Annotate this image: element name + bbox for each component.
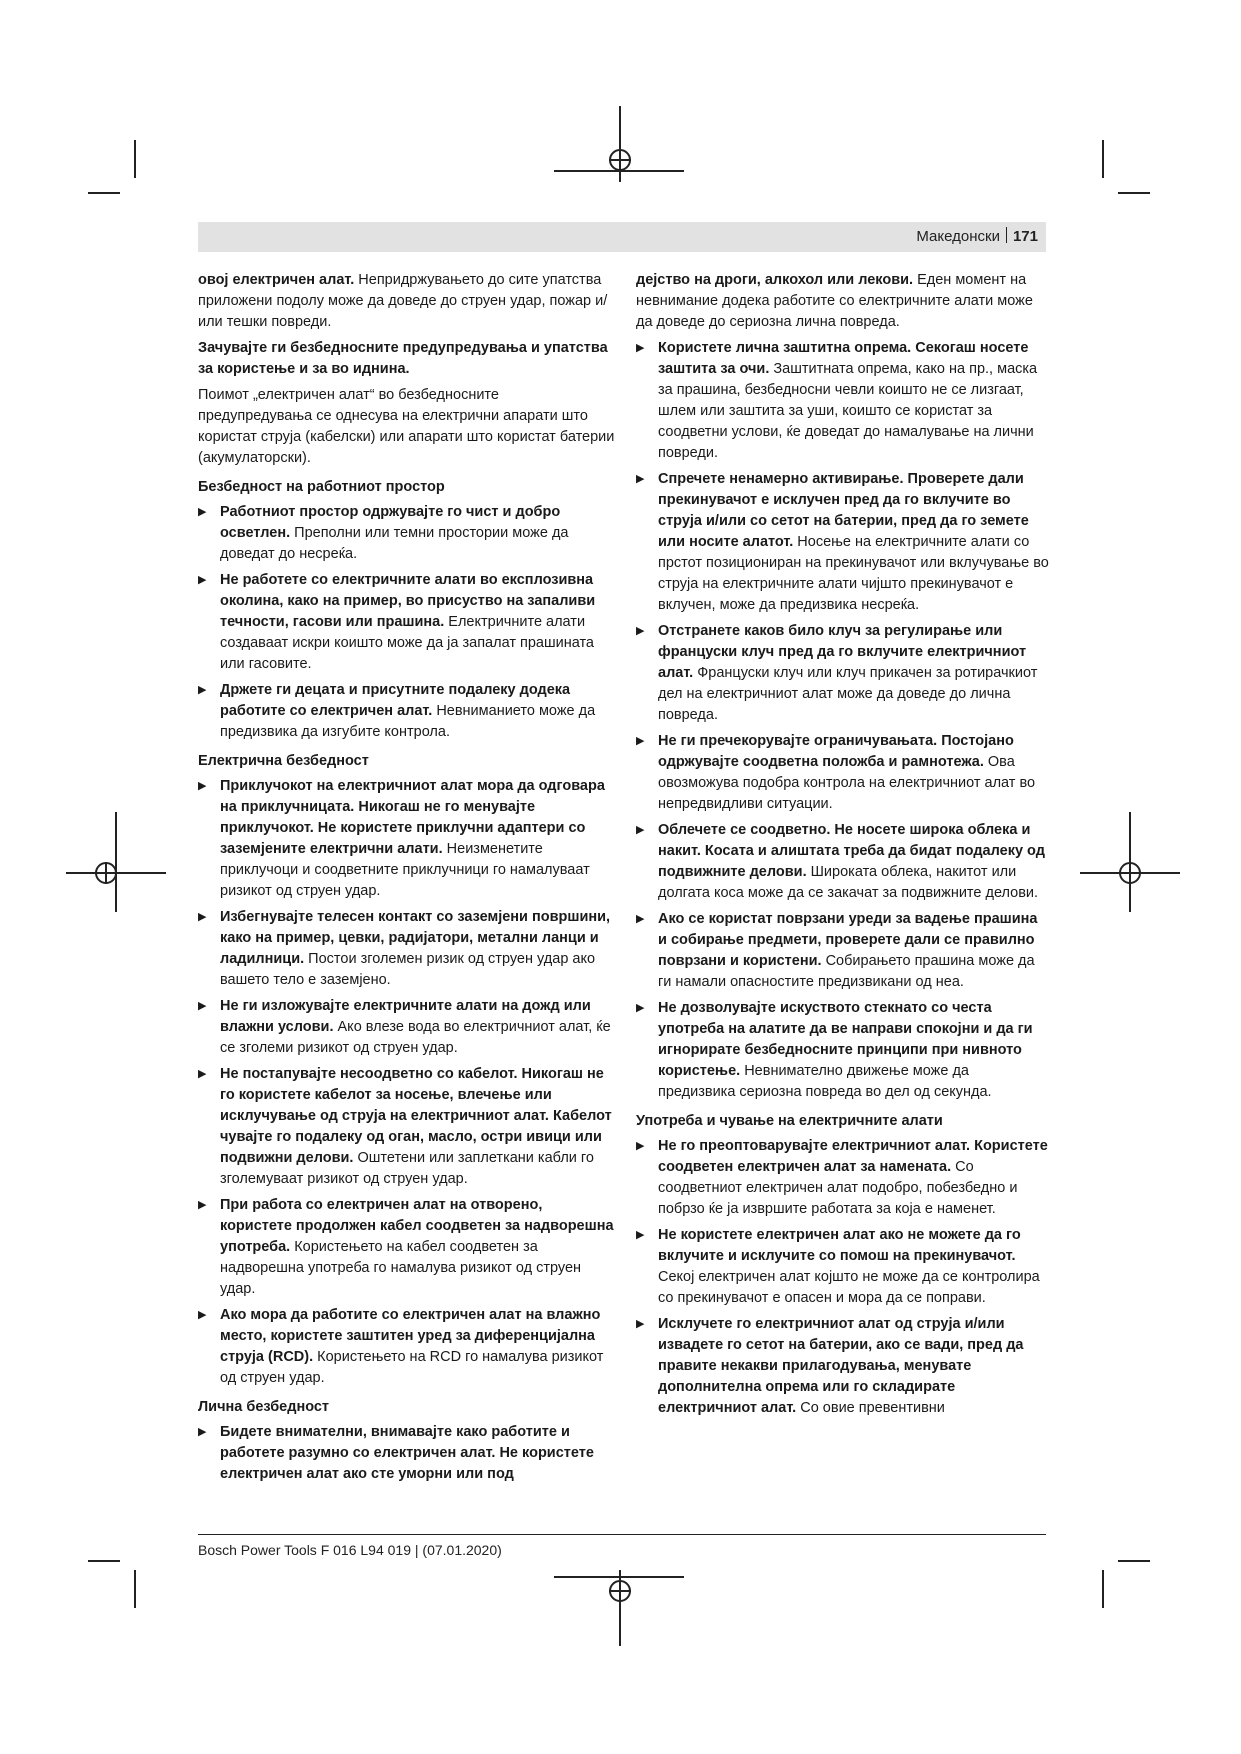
- list-item: [198, 680, 616, 743]
- list-item: [636, 731, 1050, 815]
- list-item: [636, 820, 1050, 904]
- bold-text: Спречете ненамерно активирање. Проверете дали прекинувачот е исклучен пред да го вклучите во струја и/или со сетот на батерии, пред да го земете или носите алатот.: [658, 471, 1029, 550]
- body-text: Ако влезе вода во електричниот алат, ќе се зголеми ризикот од струен удар.: [220, 1019, 611, 1056]
- right-column: [636, 270, 1050, 1424]
- body-text: Со овие превентивни: [800, 1400, 945, 1416]
- paragraph: [198, 338, 616, 380]
- bold-text: Не користете електричен алат ако не можете да го вклучите и исклучите со помош на прекинувачот.: [658, 1227, 1021, 1264]
- page-header: [198, 222, 1046, 252]
- body-text: Оштетени или заплеткани кабли го зголемуваат ризикот од струен удар.: [220, 1150, 594, 1187]
- bold-text: Држете ги децата и присутните подалеку додека работите со електричен алат.: [220, 682, 571, 719]
- paragraph: [198, 270, 616, 333]
- crop-mark: [88, 1560, 120, 1562]
- crop-mark: [88, 192, 120, 194]
- list-item: [198, 570, 616, 675]
- list-item: [636, 469, 1050, 616]
- list-item: [198, 1064, 616, 1190]
- list-item: [198, 1195, 616, 1300]
- header-divider: [1006, 227, 1007, 243]
- section-heading: Лична безбедност: [198, 1399, 330, 1415]
- crop-mark: [1102, 1570, 1104, 1608]
- bold-text: Не дозволувајте искуството стекнато со честа употреба на алатите да ве направи спокојни и да ги игнорирате безбедносните принципи при нивното користење.: [658, 1000, 1033, 1079]
- body-text: Собирањето прашина може да ги намали опасностите предизвикани од неа.: [658, 953, 1035, 990]
- page-number: 171: [1012, 228, 1038, 245]
- body-text: Невнимателно движење може да предизвика сериозна повреда во дел од секунда.: [658, 1063, 992, 1100]
- body-text: Ова овозможува подобра контрола на електричниот алат во непредвидливи ситуации.: [658, 754, 1036, 812]
- body-text: Користењето на RCD го намалува ризикот од струен удар.: [220, 1349, 604, 1386]
- crop-mark: [134, 1570, 136, 1608]
- bold-text: Користете лична заштитна опрема. Секогаш носете заштита за очи.: [658, 340, 1029, 377]
- section-heading: Електрична безбедност: [198, 753, 369, 769]
- bold-text: дејство на дроги, алкохол или лекови.: [636, 272, 914, 288]
- registration-target-icon: [609, 149, 631, 171]
- bold-text: Ако се користат поврзани уреди за вадење прашина и собирање предмети, проверете дали се правилно поврзани и користени.: [658, 911, 1038, 969]
- crop-mark: [134, 140, 136, 178]
- list-item: [636, 1225, 1050, 1309]
- list-item: [636, 338, 1050, 464]
- body-text: Непридржувањето до сите упатства приложени подолу може да доведе до струен удар, пожар и/или тешки повреди.: [198, 272, 608, 330]
- bold-text: Не го преоптоварувајте електричниот алат. Користете соодветен електричен алат за намената.: [658, 1138, 1048, 1175]
- bold-text: Облечете се соодветно. Не носете широка облека и накит. Косата и алиштата треба да бидат подалеку од подвижните делови.: [658, 822, 1045, 880]
- list-item: [198, 907, 616, 991]
- paragraph: [198, 385, 616, 469]
- footer-divider: [198, 1534, 1046, 1535]
- list-item: [198, 776, 616, 902]
- bold-text: Бидете внимателни, внимавајте како работите и работете разумно со електричен алат. Не користете електричен алат ако сте уморни или под: [220, 1424, 594, 1482]
- list-item: [198, 1305, 616, 1389]
- body-text: Заштитната опрема, како на пр., маска за прашина, безбедносни чевли коишто не се лизгаат, шлем или заштита за уши, коишто се користат за соодветни услови, ќе доведат до намалување на лични повреди.: [658, 361, 1038, 461]
- body-text: Преполни или темни простории може да доведат до несреќа.: [220, 525, 569, 562]
- page-footer: Bosch Power Tools F 016 L94 019 | (07.01.2020): [198, 1542, 502, 1558]
- bold-text: При работа со електричен алат на отворено, користете продолжен кабел соодветен за надворешна употреба.: [220, 1197, 614, 1255]
- body-text: Користењето на кабел соодветен за надворешна употреба го намалува ризикот од струен удар.: [220, 1239, 582, 1297]
- list-item: [198, 996, 616, 1059]
- registration-line: [554, 1576, 684, 1578]
- header-label: [916, 226, 1038, 248]
- crop-mark: [1102, 140, 1104, 178]
- section-heading: Употреба и чување на електричните алати: [636, 1113, 943, 1129]
- list-item: [636, 1314, 1050, 1419]
- bold-text: Не постапувајте несоодветно со кабелот. Никогаш не го користете кабелот за носење, влечење или исклучување од струја на електричниот алат. Кабелот чувајте го подалеку од оган, масло, остри ивици или подвижни делови.: [220, 1066, 612, 1166]
- bold-text: Отстранете каков било клуч за регулирање или француски клуч пред да го вклучите електричниот алат.: [658, 623, 1027, 681]
- left-column: [198, 270, 616, 1490]
- body-text: Поимот „електричен алат“ во безбедносните предупредувања се однесува на електрични апарати што користат струја (кабелски) или апарати што користат батерии (акумулаторски).: [198, 387, 615, 466]
- body-text: Невниманието може да предизвика да изгубите контрола.: [220, 703, 596, 740]
- body-text: Носење на електричните алати со прстот позициониран на прекинувачот или вклучување во струја на електричните алати чијшто прекинувачот е вклучен, може да предизвика несреќа.: [658, 534, 1049, 613]
- bold-text: Ако мора да работите со електричен алат на влажно место, користете заштитен уред за диференцијална струја (RCD).: [220, 1307, 601, 1365]
- list-item: [198, 1422, 616, 1485]
- section-heading: Безбедност на работниот простор: [198, 479, 445, 495]
- bold-text: Работниот простор одржувајте го чист и добро осветлен.: [220, 504, 561, 541]
- body-text: Еден момент на невнимание додека работите со електричните алати може да доведе до сериозна лична повреда.: [636, 272, 1033, 330]
- bold-text: Не работете со електричните алати во експлозивна околина, како на пример, во присуство на запаливи течности, гасови или прашина.: [220, 572, 596, 630]
- bold-text: Исклучете го електричниот алат од струја и/или извадете го сетот на батерии, ако се вади, пред да правите некакви прилагодувања, менувате дополнителна опрема или го складирате електричниот алат.: [658, 1316, 1024, 1416]
- bold-text: Не ги пречекорувајте ограничувањата. Постојано одржувајте соодветна положба и рамнотежа.: [658, 733, 1014, 770]
- registration-target-icon: [609, 1580, 631, 1602]
- list-item: [636, 621, 1050, 726]
- paragraph: [636, 270, 1050, 333]
- body-text: Електричните алати создаваат искри коишто може да ја запалат прашината или гасовите.: [220, 614, 594, 672]
- crop-mark: [1118, 1560, 1150, 1562]
- body-text: Постои зголемен ризик од струен удар ако вашето тело е заземјено.: [220, 951, 596, 988]
- bold-text: Избегнувајте телесен контакт со заземјени површини, како на пример, цевки, радијатори, метални ланци и ладилници.: [220, 909, 611, 967]
- registration-target-icon: [95, 862, 117, 884]
- bold-text: овој електричен алат.: [198, 272, 355, 288]
- list-item: [636, 998, 1050, 1103]
- body-text: Секој електричен алат којшто не може да се контролира со прекинувачот е опасен и мора да се поправи.: [658, 1269, 1040, 1306]
- crop-mark: [1118, 192, 1150, 194]
- body-text: Со соодветниот електричен алат подобро, побезбедно и побрзо ќе ја извршите работата за која е наменет.: [658, 1159, 1018, 1217]
- header-language: Македонски: [916, 228, 1000, 245]
- bold-text: Приклучокот на електричниот алат мора да одговара на приклучницата. Никогаш не го менувајте приклучокот. Не користете приклучни адаптери со заземјените електрични алати.: [220, 778, 605, 857]
- list-item: [636, 1136, 1050, 1220]
- body-text: Француски клуч или клуч прикачен за ротирачкиот дел на електричниот алат може да доведе до лична повреда.: [658, 665, 1038, 723]
- list-item: [198, 502, 616, 565]
- registration-line: [115, 812, 117, 912]
- body-text: Неизменетите приклучоци и соодветните приклучници го намалуваат ризикот од струен удар.: [220, 841, 590, 899]
- body-text: Широката облека, накитот или долгата коса може да се закачат за подвижните делови.: [658, 864, 1039, 901]
- bold-text: Зачувајте ги безбедносните предупредувања и упатства за користење и за во иднина.: [198, 340, 608, 377]
- registration-target-icon: [1119, 862, 1141, 884]
- bold-text: Не ги изложувајте електричните алати на дожд или влажни услови.: [220, 998, 591, 1035]
- list-item: [636, 909, 1050, 993]
